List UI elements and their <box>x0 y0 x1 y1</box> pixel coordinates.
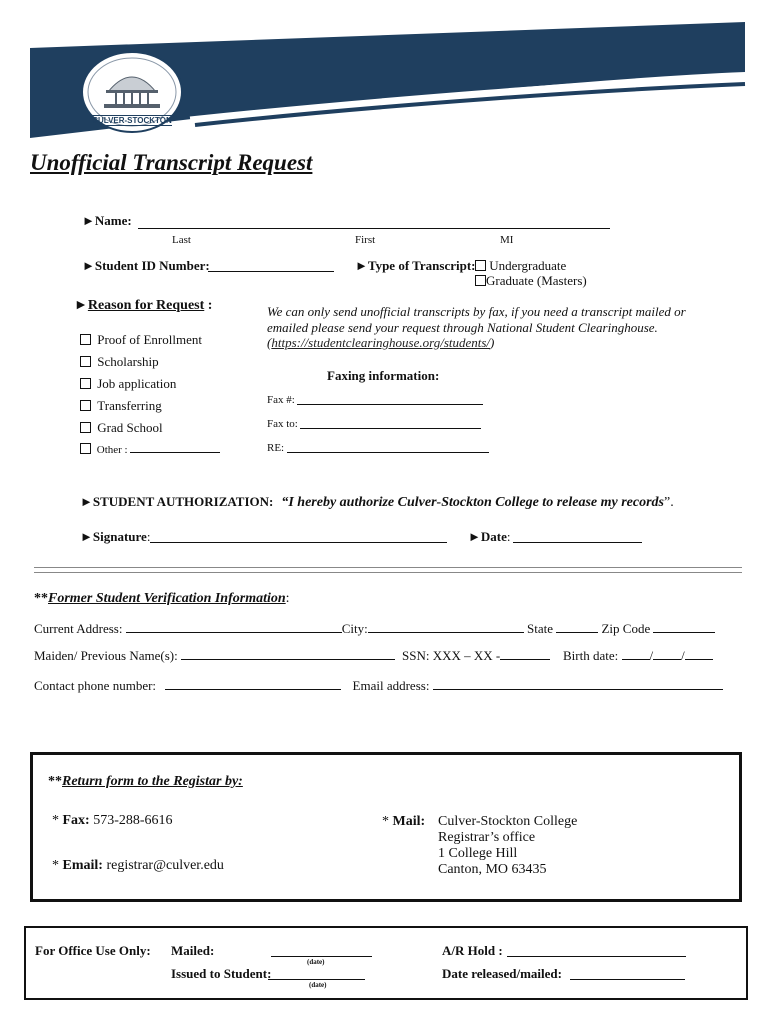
college-logo <box>92 60 172 125</box>
arrow-icon: ► <box>80 529 93 544</box>
date-label: ►Date: <box>468 529 511 544</box>
reason-option-job[interactable]: Job application <box>80 376 176 392</box>
name-last-caption: Last <box>172 234 191 246</box>
fax-number-input[interactable] <box>297 404 483 405</box>
transcript-option-graduate[interactable]: Graduate (Masters) <box>475 273 587 289</box>
mail-address: Culver-Stockton College Registrar’s office 1 College Hill Canton, MO 63435 <box>438 814 578 877</box>
authorization-statement: “I hereby authorize Culver-Stockton College to release my records <box>281 495 665 510</box>
arrow-icon: ► <box>82 258 95 273</box>
name-label: ►Name: <box>82 213 132 228</box>
phone-input[interactable] <box>165 689 341 690</box>
notice-line-3: (https://studentclearinghouse.org/students/) <box>267 335 495 350</box>
name-first-caption: First <box>355 234 376 246</box>
city-input[interactable] <box>368 632 524 633</box>
fax-re-label: RE: <box>267 442 285 454</box>
birth-day-input[interactable] <box>653 659 681 660</box>
return-fax: * Fax: 573-288-6616 <box>52 813 173 828</box>
dome-icon <box>92 60 172 110</box>
date-released-label: Date released/mailed: <box>442 966 562 981</box>
clearinghouse-link[interactable]: https://studentclearinghouse.org/students/ <box>271 335 491 350</box>
issued-date-input[interactable] <box>268 979 365 980</box>
fax-to-label: Fax to: <box>267 418 298 430</box>
reason-label: ►Reason for Request : <box>74 298 213 313</box>
maiden-name-row: Maiden/ Previous Name(s): <box>34 648 395 664</box>
fax-re-input[interactable] <box>287 452 489 453</box>
name-mi-caption: MI <box>500 234 514 246</box>
date-released-input[interactable] <box>570 979 685 980</box>
date-input[interactable] <box>513 542 642 543</box>
registrar-email-link[interactable]: registrar@culver.edu <box>106 858 224 873</box>
current-address-input[interactable] <box>126 632 342 633</box>
arrow-icon: ► <box>468 529 481 544</box>
authorization-label: ►STUDENT AUTHORIZATION: <box>80 494 274 509</box>
reason-option-grad-school[interactable]: Grad School <box>80 420 163 436</box>
arrow-icon: ► <box>80 494 93 509</box>
signature-input[interactable] <box>150 542 447 543</box>
ssn-input[interactable] <box>500 659 550 660</box>
birth-date-row: Birth date: / / <box>563 648 713 664</box>
ar-hold-label: A/R Hold : <box>442 943 503 958</box>
checkbox[interactable] <box>475 260 486 271</box>
checkbox[interactable] <box>80 443 91 454</box>
mailed-date-input[interactable] <box>271 956 372 957</box>
reason-option-transferring[interactable]: Transferring <box>80 398 162 414</box>
mailed-label: Mailed: <box>171 943 215 958</box>
contact-row: Contact phone number: Email address: <box>34 678 723 694</box>
office-use-title: For Office Use Only: <box>35 943 151 958</box>
reason-option-enrollment[interactable]: Proof of Enrollment <box>80 332 202 348</box>
state-input[interactable] <box>556 632 598 633</box>
ar-hold-input[interactable] <box>507 956 686 957</box>
fax-to-input[interactable] <box>300 428 481 429</box>
checkbox[interactable] <box>80 356 91 367</box>
email-input[interactable] <box>433 689 723 690</box>
checkbox[interactable] <box>475 275 486 286</box>
transcript-option-undergraduate[interactable]: Undergraduate <box>475 258 566 274</box>
issued-date-caption: (date) <box>309 981 327 989</box>
faxing-title: Faxing information: <box>327 368 440 383</box>
fax-number-label: Fax #: <box>267 394 295 406</box>
checkbox[interactable] <box>80 422 91 433</box>
authorization-row: ►STUDENT AUTHORIZATION: “I hereby authorize Culver-Stockton College to release my records”. <box>80 494 674 510</box>
signature-label: ►Signature: <box>80 529 151 544</box>
checkbox[interactable] <box>80 378 91 389</box>
reason-option-other[interactable]: Other : <box>80 443 220 456</box>
return-title: **Return form to the Registar by: <box>48 774 243 789</box>
name-input[interactable] <box>138 228 610 229</box>
birth-year-input[interactable] <box>685 659 713 660</box>
reason-option-scholarship[interactable]: Scholarship <box>80 354 159 370</box>
maiden-name-input[interactable] <box>181 659 395 660</box>
former-title: **Former Student Verification Information: <box>34 591 290 606</box>
section-divider <box>34 567 742 573</box>
return-mail-label: * Mail: <box>382 814 426 829</box>
return-email: * Email: registrar@culver.edu <box>52 858 224 873</box>
ssn-row: SSN: XXX – XX - <box>402 648 550 664</box>
arrow-icon: ► <box>82 213 95 228</box>
transcript-type-label: ►Type of Transcript: <box>355 258 476 273</box>
birth-month-input[interactable] <box>622 659 650 660</box>
current-address-row: Current Address: City: State Zip Code <box>34 621 715 637</box>
student-id-label: ►Student ID Number: <box>82 258 210 273</box>
page-title: Unofficial Transcript Request <box>30 150 313 175</box>
issued-label: Issued to Student: <box>171 966 272 981</box>
mailed-date-caption: (date) <box>307 958 325 966</box>
logo-text: CULVER-STOCKTON <box>92 116 172 125</box>
notice-line-2: emailed please send your request through National Student Clearinghouse. <box>267 320 658 335</box>
arrow-icon: ► <box>355 258 368 273</box>
student-id-input[interactable] <box>208 271 334 272</box>
office-use-box <box>24 926 748 1000</box>
zip-input[interactable] <box>653 632 715 633</box>
notice-line-1: We can only send unofficial transcripts by fax, if you need a transcript mailed or <box>267 304 686 319</box>
other-input[interactable] <box>130 452 220 453</box>
arrow-icon: ► <box>74 298 88 313</box>
checkbox[interactable] <box>80 400 91 411</box>
checkbox[interactable] <box>80 334 91 345</box>
